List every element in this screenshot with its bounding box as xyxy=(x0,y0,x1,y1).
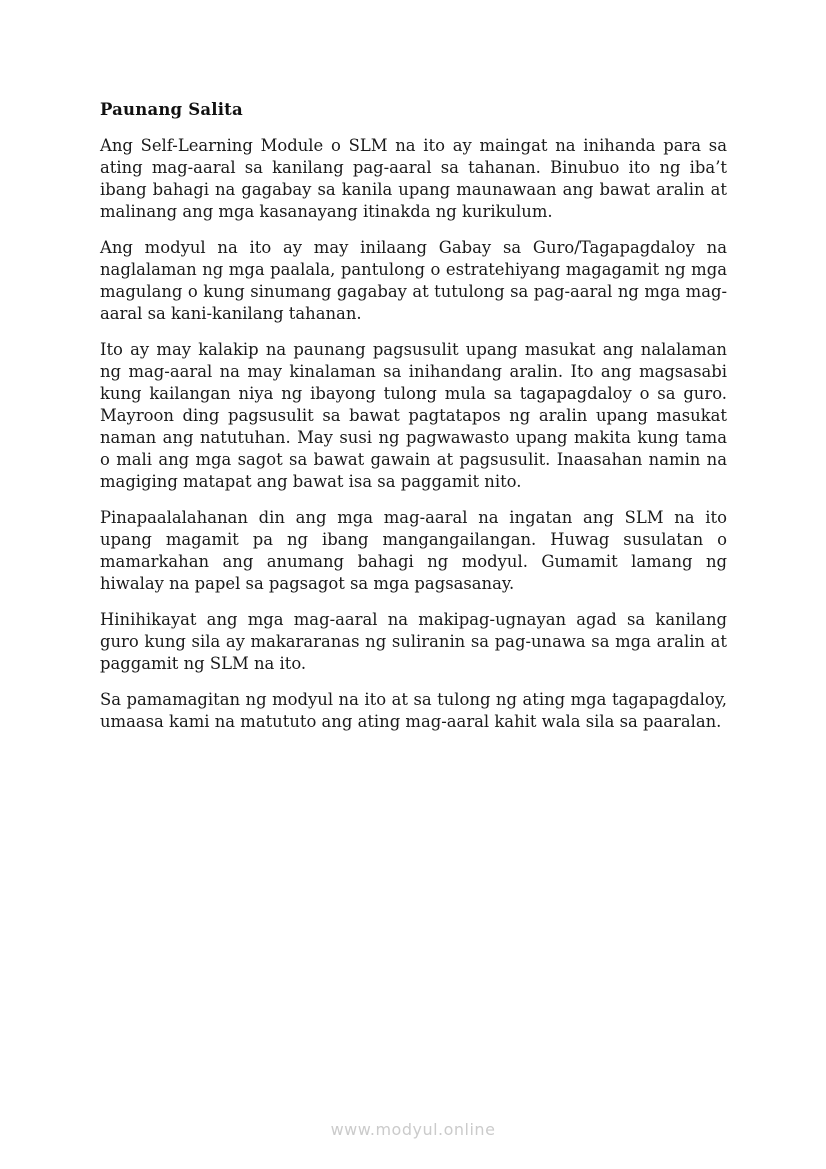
paragraph-pagsusulit: Ito ay may kalakip na paunang pagsusulit upang masukat ang nalalaman ng mag-aaral na may kinalaman sa inihandang aralin. Ito ang magsasabi kung kailangan niya ng ibayong tulong mula sa tagapagdaloy o sa guro. Mayroon ding pagsusulit sa bawat pagtatapos ng aralin upang masukat naman ang natutuhan. May susi ng pagwawasto upang makita kung tama o mali ang mga sagot sa bawat gawain at pagsusulit. Inaasahan namin na magiging matapat ang bawat isa sa paggamit nito. xyxy=(100,340,727,491)
paragraph-pagtatapos: Sa pamamagitan ng modyul na ito at sa tulong ng ating mga tagapagdaloy, umaasa kami na matututo ang ating mag-aaral kahit wala sila sa paaralan. xyxy=(100,690,727,731)
paragraph-hinihikayat: Hinihikayat ang mga mag-aaral na makipag-ugnayan agad sa kanilang guro kung sila ay makararanas ng suliranin sa pag-unawa sa mga aralin at paggamit ng SLM na ito. xyxy=(100,610,727,673)
paragraph-gabay: Ang modyul na ito ay may inilaang Gabay sa Guro/Tagapagdaloy na naglalaman ng mga paalala, pantulong o estratehiyang magagamit ng mga magulang o kung sinumang gagabay at tutulong sa pag-aaral ng mga mag-aaral sa kani-kanilang tahanan. xyxy=(100,238,727,323)
page-title: Paunang Salita xyxy=(100,100,243,119)
paragraph-paalala: Pinapaalalahanan din ang mga mag-aaral na ingatan ang SLM na ito upang magamit pa ng ibang mangangailangan. Huwag susulatan o mamarkahan ang anumang bahagi ng modyul. Gumamit lamang ng hiwalay na papel sa pagsagot sa mga pagsasanay. xyxy=(100,508,727,593)
paragraph-intro: Ang Self-Learning Module o SLM na ito ay maingat na inihanda para sa ating mag-aaral sa kanilang pag-aaral sa tahanan. Binubuo ito ng iba’t ibang bahagi na gagabay sa kanila upang maunawaan ang bawat aralin at malinang ang mga kasanayang itinakda ng kurikulum. xyxy=(100,136,727,221)
watermark-text: www.modyul.online xyxy=(330,1120,496,1139)
document-content xyxy=(100,100,727,747)
